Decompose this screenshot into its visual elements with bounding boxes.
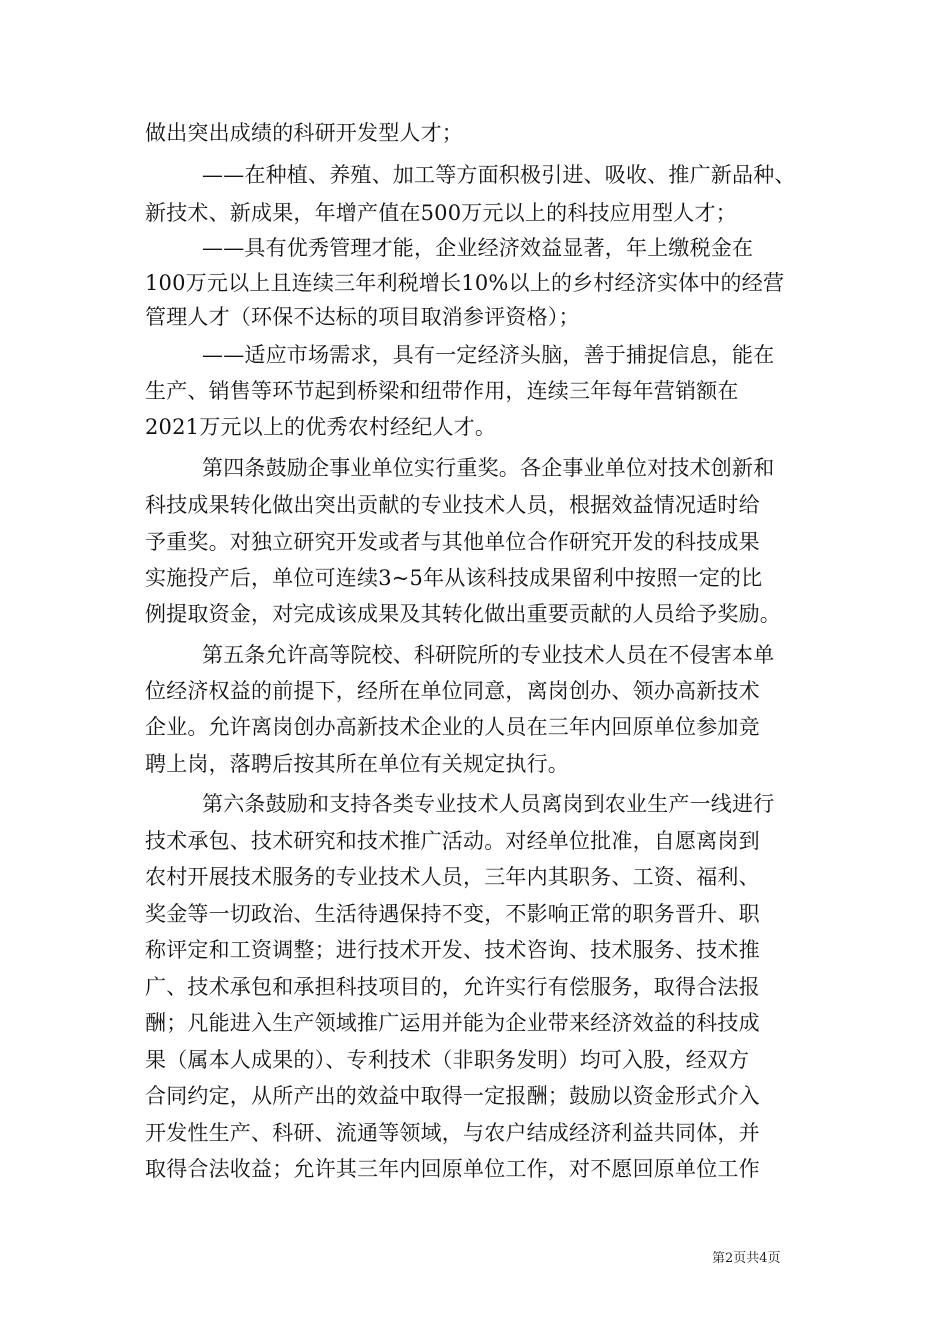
body-text-line: 取得合法收益；允许其三年内回原单位工作，对不愿回原单位工作 <box>145 1157 760 1181</box>
body-text-line: 农村开展技术服务的专业技术人员，三年内其职务、工资、福利、 <box>145 865 760 889</box>
body-text-line: 果（属本人成果的）、专利技术（非职务发明）均可入股，经双方 <box>145 1048 750 1072</box>
body-text-line: 第六条鼓励和支持各类专业技术人员离岗到农业生产一线进行 <box>202 792 775 816</box>
body-text-line: 新技术、新成果，年增产值在500万元以上的科技应用型人才； <box>145 201 737 225</box>
body-text-line: 2021万元以上的优秀农村经纪人才。 <box>145 415 497 439</box>
body-text-line: ——具有优秀管理才能，企业经济效益显著，年上缴税金在 <box>202 236 754 260</box>
body-text-line: 位经济权益的前提下，经所在单位同意，离岗创办、领办高新技术 <box>145 679 760 703</box>
body-text-line: 实施投产后，单位可连续3~5年从该科技成果留利中按照一定的比 <box>145 566 763 590</box>
body-text-line: 技术承包、技术研究和技术推广活动。对经单位批准，自愿离岗到 <box>145 829 760 853</box>
body-text-line: 第五条允许高等院校、科研院所的专业技术人员在不侵害本单 <box>202 643 775 667</box>
body-text-line: 聘上岗，落聘后按其所在单位有关规定执行。 <box>145 752 569 776</box>
body-text-line: 酬；凡能进入生产领域推广运用并能为企业带来经济效益的科技成 <box>145 1011 760 1035</box>
body-text-line: 开发性生产、科研、流通等领域，与农户结成经济利益共同体，并 <box>145 1121 760 1145</box>
body-text-line: 100万元以上且连续三年利税增长10%以上的乡村经济实体中的经营 <box>145 271 785 295</box>
body-text-line: 第四条鼓励企事业单位实行重奖。各企事业单位对技术创新和 <box>202 456 775 480</box>
body-text-line: 管理人才（环保不达标的项目取消参评资格）； <box>145 305 580 329</box>
body-text-line: 生产、销售等环节起到桥梁和纽带作用，连续三年每年营销额在 <box>145 379 739 403</box>
body-text-line: 企业。允许离岗创办高新技术企业的人员在三年内回原单位参加竞 <box>145 715 760 739</box>
body-text-line: 例提取资金，对完成该成果及其转化做出重要贡献的人员给予奖励。 <box>145 602 781 626</box>
body-text-line: 广、技术承包和承担科技项目的，允许实行有偿服务，取得合法报 <box>145 975 760 999</box>
body-text-line: 科技成果转化做出突出贡献的专业技术人员，根据效益情况适时给 <box>145 493 760 517</box>
body-text-line: 奖金等一切政治、生活待遇保持不变，不影响正常的职务晋升、职 <box>145 902 760 926</box>
body-text-line: 予重奖。对独立研究开发或者与其他单位合作研究开发的科技成果 <box>145 530 760 554</box>
body-text-line: 合同约定，从所产出的效益中取得一定报酬；鼓励以资金形式介入 <box>145 1084 760 1108</box>
body-text-line: ——适应市场需求，具有一定经济头脑，善于捕捉信息，能在 <box>202 343 775 367</box>
page-number-footer: 第2页共4页 <box>712 1251 781 1266</box>
body-text-line: 称评定和工资调整；进行技术开发、技术咨询、技术服务、技术推 <box>145 938 760 962</box>
body-text-line: ——在种植、养殖、加工等方面积极引进、吸收、推广新品种、 <box>202 163 796 187</box>
body-text-line: 做出突出成绩的科研开发型人才； <box>145 121 463 145</box>
